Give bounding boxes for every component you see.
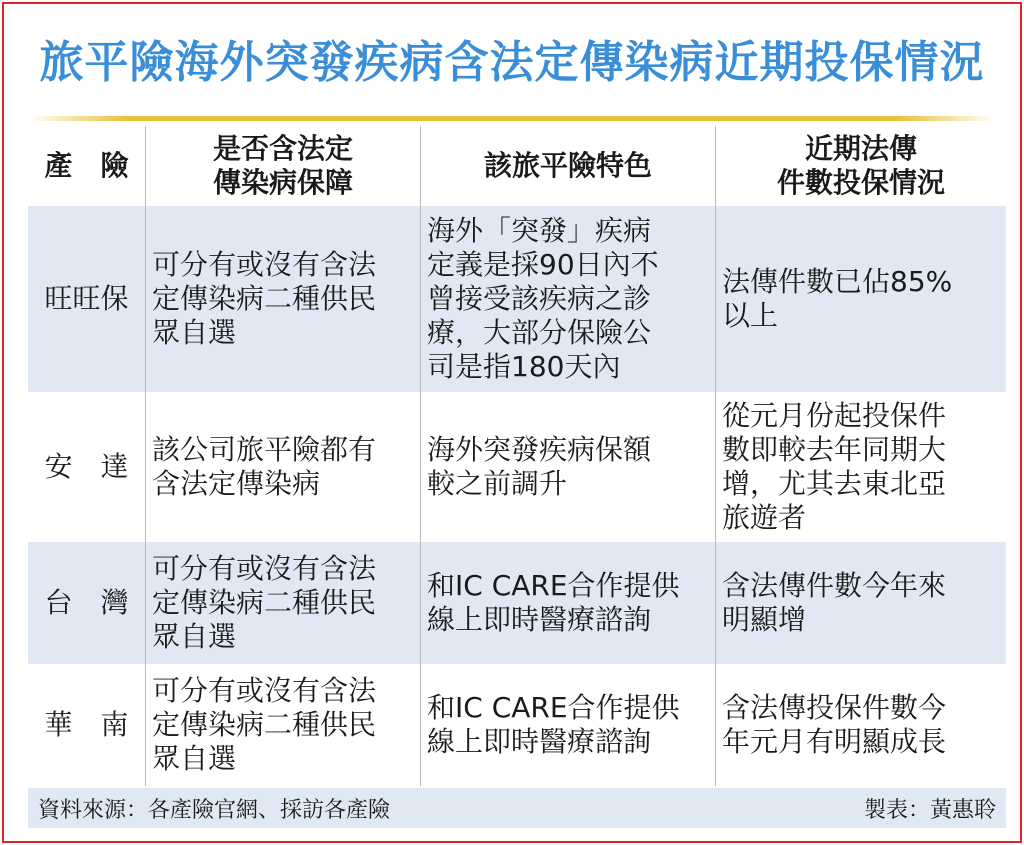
table-header-row (28, 126, 1006, 206)
table-row (28, 542, 1006, 664)
status-text: 含法傳投保件數今 年元月有明顯成長 (722, 691, 947, 758)
header-insurer (28, 126, 146, 206)
insurer-name: 台 灣 (44, 586, 129, 619)
feature-cell (421, 664, 716, 786)
coverage-text: 可分有或沒有含法 定傳染病二種供民 眾自選 (152, 552, 377, 653)
source-note: 資料來源：各產險官網、採訪各產險 (38, 797, 391, 823)
figure-frame (2, 2, 1022, 843)
feature-text: 和IC CARE合作提供 線上即時醫療諮詢 (427, 569, 680, 636)
insurer-cell (28, 542, 146, 664)
header-insurer-label: 產 險 (44, 149, 129, 182)
author-credit: 製表：黃惠聆 (863, 797, 996, 823)
page-title: 旅平險海外突發疾病含法定傳染病近期投保情況 (39, 37, 985, 88)
insurer-cell (28, 664, 146, 786)
header-feature (421, 126, 716, 206)
feature-text: 海外突發疾病保額 較之前調升 (427, 433, 652, 500)
status-cell (716, 542, 1006, 664)
insurer-name: 安 達 (44, 450, 129, 483)
table-row (28, 664, 1006, 786)
header-coverage (146, 126, 421, 206)
coverage-cell (146, 542, 421, 664)
coverage-cell (146, 392, 421, 542)
coverage-text: 可分有或沒有含法 定傳染病二種供民 眾自選 (152, 248, 377, 349)
table-row (28, 206, 1006, 392)
header-feature-label: 該旅平險特色 (483, 149, 652, 182)
table-footer (28, 788, 1006, 828)
table-row (28, 392, 1006, 542)
header-status (716, 126, 1006, 206)
feature-cell (421, 206, 716, 392)
header-status-label: 近期法傳 件數投保情況 (776, 132, 945, 199)
insurer-name: 旺旺保 (44, 282, 129, 315)
header-coverage-label: 是否含法定 傳染病保障 (212, 132, 353, 199)
status-cell (716, 664, 1006, 786)
insurer-name: 華 南 (44, 708, 129, 741)
coverage-text: 可分有或沒有含法 定傳染病二種供民 眾自選 (152, 674, 377, 775)
status-cell (716, 392, 1006, 542)
feature-cell (421, 542, 716, 664)
status-text: 含法傳件數今年來 明顯增 (722, 569, 947, 636)
feature-text: 海外「突發」疾病 定義是採90日內不 曾接受該疾病之診 療，大部分保險公 司是指180天內 (427, 214, 659, 383)
coverage-cell (146, 206, 421, 392)
comparison-table (28, 126, 1006, 786)
insurer-cell (28, 206, 146, 392)
coverage-text: 該公司旅平險都有 含法定傳染病 (152, 433, 377, 500)
feature-cell (421, 392, 716, 542)
insurer-cell (28, 392, 146, 542)
status-text: 法傳件數已佔85% 以上 (722, 265, 953, 332)
status-cell (716, 206, 1006, 392)
feature-text: 和IC CARE合作提供 線上即時醫療諮詢 (427, 691, 680, 758)
coverage-cell (146, 664, 421, 786)
status-text: 從元月份起投保件 數即較去年同期大 增，尤其去東北亞 旅遊者 (722, 399, 947, 534)
title-divider (28, 116, 996, 121)
